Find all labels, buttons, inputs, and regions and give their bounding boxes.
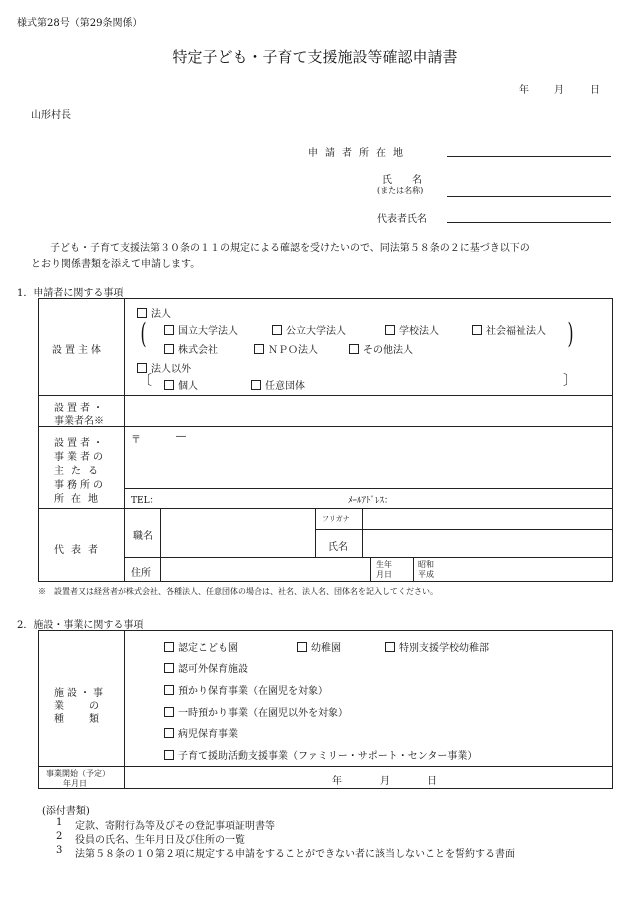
type-label-1: 施設・事 [54, 688, 106, 699]
applicant-address-field[interactable] [447, 156, 611, 157]
corp-option-5[interactable]: 株式会社 [164, 341, 218, 356]
bracket-close-icon: ) [567, 317, 574, 350]
facility-option-3[interactable]: 特別支援学校幼稚部 [385, 639, 489, 654]
bracket-close-small-icon: 〕 [563, 373, 577, 389]
date-day: 日 [590, 85, 600, 96]
start-day: 日 [427, 776, 437, 787]
attachments-heading: (添付書類) [42, 806, 90, 817]
postal-mark: 〒 [131, 435, 141, 446]
email-label: ﾒｰﾙｱﾄﾞﾚｽ： [348, 496, 394, 506]
era-2: 平成 [418, 570, 434, 579]
applicant-rep-label: 代表者氏名 [377, 214, 427, 225]
operator-name-field[interactable] [126, 397, 612, 425]
attachment-text-3: 法第５８条の１０第２項に規定する申請をすることができない者に該当しないことを誓約する書面 [75, 849, 515, 860]
corp-option-1[interactable]: 国立大学法人 [164, 322, 238, 337]
setchi-shutai-label: 設置主体 [52, 345, 104, 356]
hojin-option[interactable]: 法人 [137, 305, 171, 320]
office-label-5: 所在地 [54, 494, 105, 505]
birth-label-2: 月日 [376, 570, 392, 579]
form-number: 様式第28号（第29条関係） [17, 18, 143, 29]
start-year: 年 [332, 776, 342, 787]
corp-option-7[interactable]: その他法人 [349, 341, 413, 356]
era-1: 昭和 [418, 560, 434, 569]
corp-option-2[interactable]: 公立大学法人 [272, 322, 346, 337]
birth-label-1: 生年 [376, 560, 392, 569]
section2-heading: 2．施設・事業に関する事項 [17, 620, 144, 631]
attachment-text-2: 役員の氏名、生年月日及び住所の一覧 [75, 835, 245, 846]
attachment-num-2: 2 [56, 831, 63, 842]
facility-option-2[interactable]: 幼稚園 [297, 639, 341, 654]
corp-option-6[interactable]: ＮＰＯ法人 [254, 341, 318, 356]
section1-note: ※ 設置者又は経営者が株式会社、各種法人、任意団体の場合は、社名、法人名、団体名を記入してください。 [38, 587, 438, 596]
attachment-num-1: 1 [56, 817, 63, 828]
bracket-open-small-icon: 〔 [138, 373, 152, 389]
addressee: 山形村長 [31, 110, 71, 121]
applicant-name-label: 氏 名 [382, 175, 422, 186]
applicant-rep-field[interactable] [447, 222, 611, 223]
office-label-1: 設置者・ [54, 438, 106, 449]
address-label: 住所 [131, 568, 151, 579]
start-label-1: 事業開始（予定） [46, 769, 110, 778]
section1-heading: 1．申請者に関する事項 [17, 288, 124, 299]
date-year: 年 [519, 85, 529, 96]
start-month: 月 [380, 776, 390, 787]
office-label-2: 事業者の [54, 452, 106, 463]
applicant-name-sub: (または名称) [377, 186, 424, 195]
facility-option-1[interactable]: 認定こども園 [164, 639, 238, 654]
operator-label-2: 事業者名※ [54, 416, 104, 427]
attachment-num-3: 3 [56, 845, 63, 856]
operator-label-1: 設置者・ [54, 403, 106, 414]
noncorp-option-2[interactable]: 任意団体 [251, 377, 305, 392]
applicant-name-field[interactable] [447, 196, 611, 197]
noncorp-option-1[interactable]: 個人 [164, 377, 198, 392]
date-month: 月 [554, 85, 564, 96]
office-label-3: 主たる [54, 466, 105, 477]
postal-dash: ― [176, 431, 186, 442]
facility-option-8[interactable]: 子育て援助活動支援事業（ファミリー・サポート・センター事業） [164, 747, 477, 762]
rep-label: 代表者 [54, 545, 105, 556]
page-title: 特定子ども・子育て支援施設等確認申請書 [172, 48, 458, 66]
hojin-igai-option[interactable]: 法人以外 [137, 360, 191, 375]
type-label-3: 種類 [54, 714, 124, 725]
applicant-address-label: 申請者所在地 [308, 148, 410, 159]
corp-option-3[interactable]: 学校法人 [385, 322, 439, 337]
corp-option-4[interactable]: 社会福祉法人 [472, 322, 546, 337]
intro-text-2: とおり関係書類を添えて申請します。 [31, 259, 201, 270]
tel-label: TEL： [131, 496, 159, 506]
intro-text-1: 子ども・子育て支援法第３０条の１１の規定による確認を受けたいので、同法第５８条の２に基づき以下の [50, 243, 530, 254]
facility-option-6[interactable]: 一時預かり事業（在園児以外を対象） [164, 704, 348, 719]
furigana-label: フリガナ [322, 515, 350, 523]
position-label: 職名 [133, 531, 153, 542]
facility-option-4[interactable]: 認可外保育施設 [164, 660, 248, 675]
start-label-2: 年月日 [63, 779, 87, 788]
type-label-2: 業の [54, 701, 124, 712]
facility-option-7[interactable]: 病児保育事業 [164, 725, 238, 740]
facility-option-5[interactable]: 預かり保育事業（在園児を対象） [164, 682, 328, 697]
name-label: 氏名 [328, 542, 348, 553]
bracket-open-icon: ( [140, 317, 147, 350]
attachment-text-1: 定款、寄附行為等及びその登記事項証明書等 [75, 821, 275, 832]
office-label-4: 事務所の [54, 480, 106, 491]
